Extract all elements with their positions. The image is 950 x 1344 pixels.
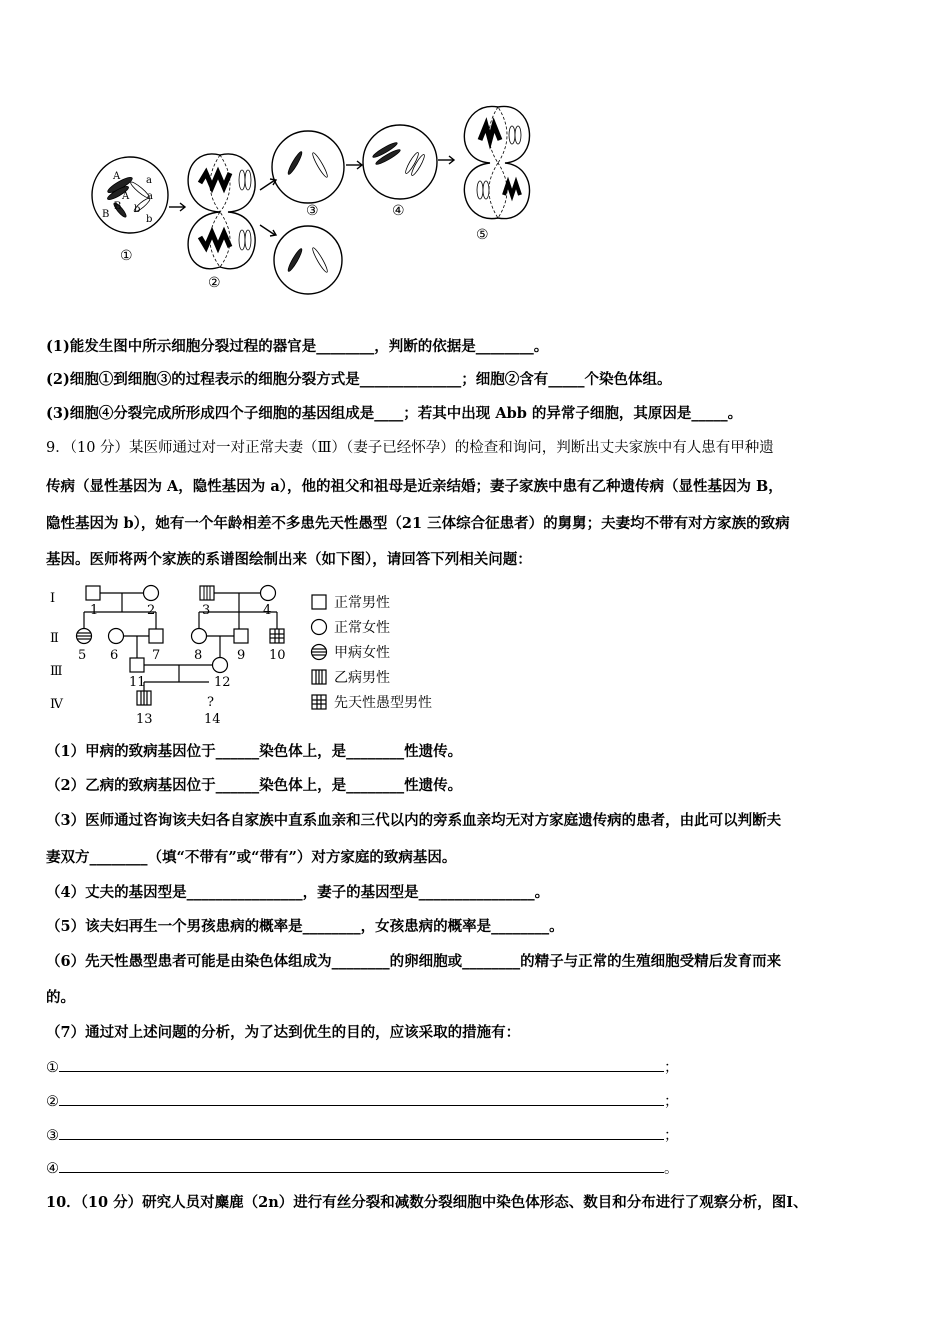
legend-label: 正常男性 bbox=[334, 595, 390, 611]
q9-line1: 9．（10 分）某医师通过对一对正常夫妻（Ⅲ）（妻子已经怀孕）的检查和询问，判断出丈夫家族中有人患有甲种遗 bbox=[46, 440, 774, 456]
individual-7 bbox=[149, 629, 163, 643]
measure-marker: ② bbox=[46, 1094, 59, 1110]
id-2: 2 bbox=[147, 603, 156, 618]
legend-normal-female bbox=[312, 620, 327, 635]
individual-6 bbox=[109, 629, 124, 644]
q9-s2: （2）乙病的致病基因位于______染色体上，是________性遗传。 bbox=[46, 777, 463, 794]
id-11: 11 bbox=[129, 675, 146, 690]
legend-label: 正常女性 bbox=[334, 620, 390, 636]
q9-s4: （4）丈夫的基因型是________________，妻子的基因型是________________。 bbox=[46, 884, 550, 901]
q10-line1: 10．（10 分）研究人员对麋鹿（2n）进行有丝分裂和减数分裂细胞中染色体形态、数目和分布进行了观察分析，图Ⅰ、 bbox=[46, 1194, 808, 1211]
answer-blank-4[interactable] bbox=[59, 1158, 664, 1173]
unknown-mark: ? bbox=[207, 695, 214, 710]
individual-9 bbox=[234, 629, 248, 643]
cell-3b bbox=[274, 226, 342, 294]
q8-p1: (1)能发生图中所示细胞分裂过程的器官是________，判断的依据是________。 bbox=[46, 338, 549, 355]
gen-label-1: Ⅰ bbox=[50, 591, 56, 606]
gene-label: a bbox=[146, 175, 152, 186]
gen-label-3: Ⅲ bbox=[50, 664, 63, 679]
legend-label: 乙病男性 bbox=[334, 670, 390, 686]
cell-1 bbox=[92, 157, 168, 233]
gene-label: A bbox=[122, 191, 130, 202]
id-4: 4 bbox=[263, 603, 272, 618]
id-1: 1 bbox=[90, 603, 99, 618]
q8-p2: (2)细胞①到细胞③的过程表示的细胞分裂方式是______________；细胞②含有_____个染色体组。 bbox=[46, 371, 672, 388]
gene-label: B bbox=[114, 201, 122, 212]
q9-line3: 隐性基因为 b），她有一个年龄相差不多患先天性愚型（21 三体综合征患者）的舅舅；夫妻均不带有对方家族的致病 bbox=[46, 515, 790, 532]
id-9: 9 bbox=[237, 648, 246, 663]
cell-division-figure bbox=[80, 95, 550, 295]
answer-blank-1[interactable] bbox=[59, 1057, 664, 1072]
cell-3 bbox=[272, 131, 344, 203]
measure-3 bbox=[46, 1125, 679, 1146]
individual-2 bbox=[144, 586, 159, 601]
cell-label-3: ③ bbox=[306, 203, 319, 219]
gen-label-2: Ⅱ bbox=[50, 631, 59, 646]
measure-marker: ③ bbox=[46, 1128, 59, 1144]
id-12: 12 bbox=[214, 675, 231, 690]
q9-s6a: （6）先天性愚型患者可能是由染色体组成为________的卵细胞或________的精子与正常的生殖细胞受精后发育而来 bbox=[46, 953, 782, 970]
legend-down-male bbox=[312, 695, 326, 709]
individual-12 bbox=[213, 658, 228, 673]
measure-1 bbox=[46, 1057, 679, 1078]
gene-label: b bbox=[134, 204, 141, 215]
id-6: 6 bbox=[110, 648, 119, 663]
id-5: 5 bbox=[78, 648, 87, 663]
gene-label: a bbox=[147, 191, 153, 202]
cell-2 bbox=[188, 154, 255, 269]
measure-end: ； bbox=[664, 1094, 679, 1110]
gene-label: b bbox=[146, 214, 153, 225]
answer-blank-3[interactable] bbox=[59, 1125, 664, 1140]
individual-1 bbox=[86, 586, 100, 600]
q9-line4: 基因。医师将两个家族的系谱图绘制出来（如下图），请回答下列相关问题： bbox=[46, 551, 532, 568]
q9-s1: （1）甲病的致病基因位于______染色体上，是________性遗传。 bbox=[46, 743, 463, 760]
q9-s5: （5）该夫妇再生一个男孩患病的概率是________，女孩患病的概率是________。 bbox=[46, 918, 564, 935]
measure-4 bbox=[46, 1158, 679, 1179]
id-7: 7 bbox=[152, 648, 161, 663]
q9-line2: 传病（显性基因为 A，隐性基因为 a），他的祖父和祖母是近亲结婚；妻子家族中患有乙种遗传病（显性基因为 B， bbox=[46, 478, 783, 495]
measure-end: 。 bbox=[664, 1161, 679, 1177]
id-10: 10 bbox=[269, 648, 286, 663]
individual-4 bbox=[261, 586, 276, 601]
id-3: 3 bbox=[202, 603, 211, 618]
q9-s3a: （3）医师通过咨询该夫妇各自家族中直系血亲和三代以内的旁系血亲均无对方家庭遗传病的患者，由此可以判断夫 bbox=[46, 812, 782, 829]
answer-blank-2[interactable] bbox=[59, 1091, 664, 1106]
q8-p3: (3)细胞④分裂完成所形成四个子细胞的基因组成是____；若其中出现 Abb 的异常子细胞，其原因是_____。 bbox=[46, 405, 743, 422]
id-13: 13 bbox=[136, 712, 153, 727]
individual-11 bbox=[130, 658, 144, 672]
individual-10 bbox=[270, 629, 284, 643]
measure-end: ； bbox=[664, 1060, 679, 1076]
legend-label: 先天性愚型男性 bbox=[334, 695, 432, 711]
gene-label: B bbox=[102, 209, 110, 220]
measure-2 bbox=[46, 1091, 679, 1112]
measure-marker: ① bbox=[46, 1060, 59, 1076]
cell-label-1: ① bbox=[120, 248, 133, 264]
id-8: 8 bbox=[194, 648, 203, 663]
measure-end: ； bbox=[664, 1128, 679, 1144]
cell-4 bbox=[363, 125, 437, 199]
cell-label-2: ② bbox=[208, 275, 221, 291]
cell-label-4: ④ bbox=[392, 203, 405, 219]
legend-label: 甲病女性 bbox=[334, 645, 390, 661]
id-14: 14 bbox=[204, 712, 221, 727]
measure-marker: ④ bbox=[46, 1161, 59, 1177]
gene-label: A bbox=[113, 171, 121, 182]
individual-8 bbox=[192, 629, 207, 644]
cell-5 bbox=[464, 106, 529, 218]
q9-s7: （7）通过对上述问题的分析，为了达到优生的目的，应该采取的措施有： bbox=[46, 1024, 521, 1041]
q9-s3b: 妻双方________（填“不带有”或“带有”）对方家庭的致病基因。 bbox=[46, 849, 457, 866]
pedigree-chart bbox=[44, 582, 464, 727]
gen-label-4: Ⅳ bbox=[50, 697, 63, 712]
legend-normal-male bbox=[312, 595, 326, 609]
q9-s6b: 的。 bbox=[46, 989, 75, 1006]
cell-label-5: ⑤ bbox=[476, 227, 489, 243]
